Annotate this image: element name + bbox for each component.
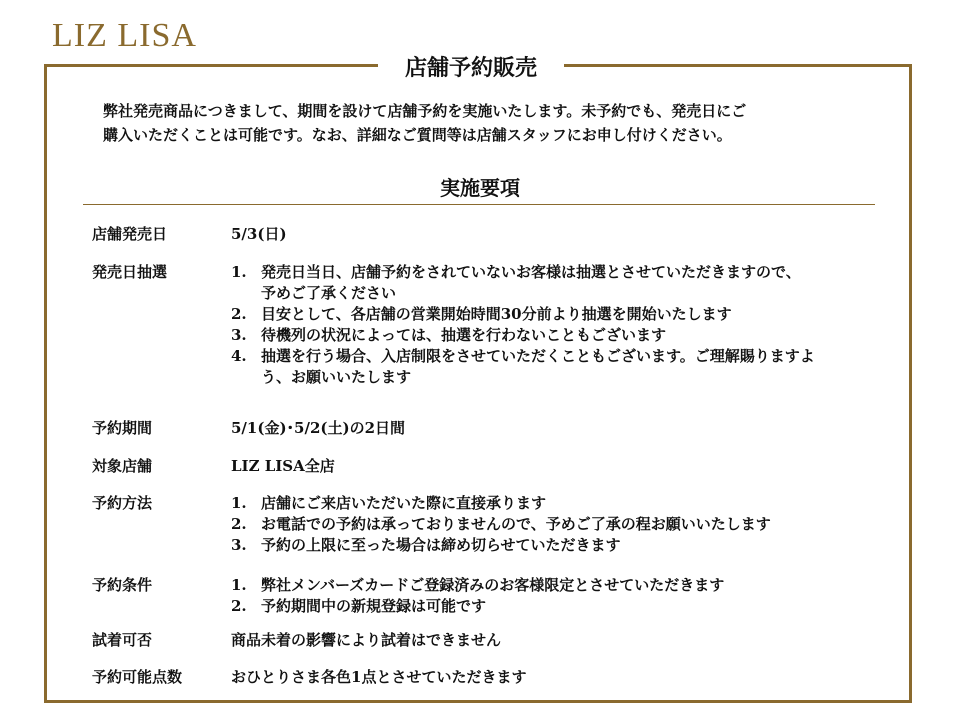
- intro-text: [103, 99, 883, 147]
- row-label: 予約期間: [92, 419, 153, 437]
- list-item: [231, 514, 771, 535]
- item-number: 4.: [231, 347, 247, 365]
- item-text: 抽選を行う場合、入店制限をさせていただくこともございます。ご理解賜りますよ: [261, 347, 815, 365]
- item-number: 1.: [231, 263, 247, 281]
- item-number: 3.: [231, 326, 247, 344]
- list-item: [231, 262, 815, 304]
- item-text: 弊社メンバーズカードご登録済みのお客様限定とさせていただきます: [261, 576, 725, 594]
- item-number: 1.: [231, 494, 247, 512]
- list-item: [231, 493, 771, 514]
- row-label: 予約方法: [92, 494, 153, 512]
- item-text: う、お願いいたします: [261, 368, 412, 386]
- item-text: 店舗にご来店いただいた際に直接承ります: [261, 494, 547, 512]
- item-number: 2.: [231, 597, 247, 615]
- list-item: [231, 325, 815, 346]
- row-value: LIZ LISA全店: [231, 457, 335, 475]
- section-title: 実施要項: [440, 176, 520, 200]
- row-value: おひとりさま各色1点とさせていただきます: [231, 668, 527, 686]
- row-label: 予約可能点数: [92, 668, 183, 686]
- page-title: 店舗予約販売: [378, 50, 564, 86]
- row-label: 発売日抽選: [92, 263, 168, 281]
- conditions-list: [231, 575, 724, 617]
- item-text: 待機列の状況によっては、抽選を行わないこともございます: [261, 326, 667, 344]
- item-text: お電話での予約は承っておりませんので、予めご了承の程お願いいたします: [261, 515, 771, 533]
- item-text: 予めご了承ください: [261, 284, 397, 302]
- item-text: 予約期間中の新規登録は可能です: [261, 597, 487, 615]
- item-text: 発売日当日、店舗予約をされていないお客様は抽選とさせていただきますので、: [261, 263, 801, 281]
- item-text: 予約の上限に至った場合は締め切らせていただきます: [261, 536, 621, 554]
- list-item: [231, 535, 771, 556]
- row-label: 店舗発売日: [92, 225, 168, 243]
- brand-logo: LIZ LISA: [52, 17, 197, 54]
- row-value: 5/3(日): [231, 225, 287, 243]
- item-number: 2.: [231, 305, 247, 323]
- row-label: 対象店舗: [92, 457, 153, 475]
- item-number: 2.: [231, 515, 247, 533]
- row-value: 5/1(金)･5/2(土)の2日間: [231, 419, 406, 437]
- list-item: [231, 346, 815, 388]
- row-value: 商品未着の影響により試着はできません: [231, 631, 502, 649]
- lottery-list: [231, 262, 815, 388]
- section-divider: [83, 204, 875, 205]
- item-number: 1.: [231, 576, 247, 594]
- list-item: [231, 575, 724, 596]
- intro-line: 購入いただくことは可能です。なお、詳細なご質問等は店舗スタッフにお申し付けください。: [103, 126, 732, 144]
- method-list: [231, 493, 771, 556]
- list-item: [231, 304, 815, 325]
- row-label: 予約条件: [92, 576, 153, 594]
- item-text: 目安として、各店舗の営業開始時間30分前より抽選を開始いたします: [261, 305, 732, 323]
- list-item: [231, 596, 724, 617]
- intro-line: 弊社発売商品につきまして、期間を設けて店舗予約を実施いたします。未予約でも、発売日にご: [103, 102, 747, 120]
- item-number: 3.: [231, 536, 247, 554]
- row-label: 試着可否: [92, 631, 153, 649]
